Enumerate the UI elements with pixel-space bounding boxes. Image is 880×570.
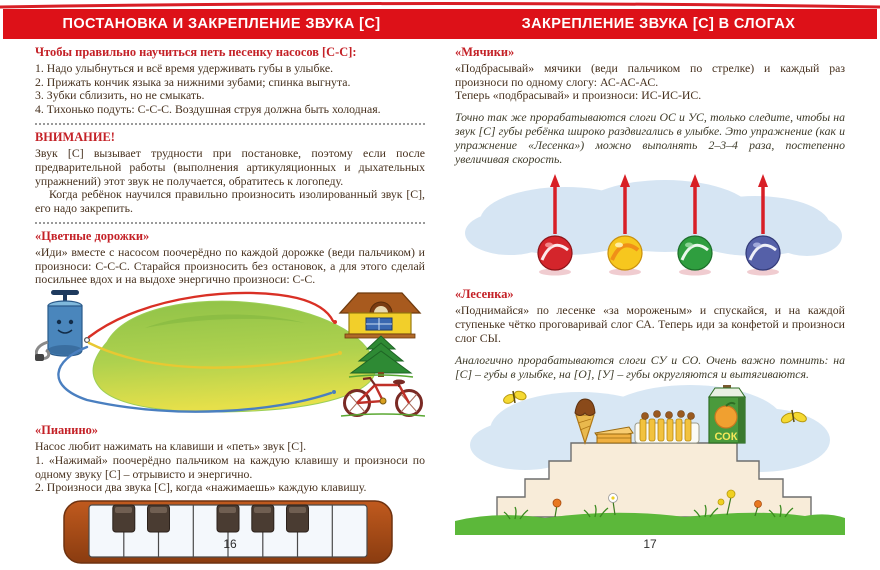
- ladder-illustration: [455, 385, 845, 535]
- cake-icon: [635, 411, 699, 444]
- right-page-title: ЗАКРЕПЛЕНИЕ ЗВУКА [С] В СЛОГАХ: [521, 16, 796, 32]
- ladder-note: Аналогично прорабатываются слоги СУ и СО. Очень важно помнить: на [С] – губы в улыбке, на [О], [У] – губы округляются и вытягиваются.: [455, 352, 845, 381]
- juice-box-icon: [709, 385, 745, 443]
- balls-note: Точно так же прорабатываются слоги ОС и УС, только следите, чтобы на звук [С] губы ребёнка широко раздвигались в улыбке. Это упражнение (как и упражнение «Лесенка») можно выполнять 2–3–4 раза, постепенно увеличивая скорость.: [455, 110, 845, 166]
- piano-step: 1. «Нажимай» поочерёдно пальчиком на каждую клавишу и произноси по одному звуку [С] – отрывисто и энергично.: [35, 452, 425, 481]
- balls-illustration: [455, 171, 845, 281]
- left-page-title: ПОСТАНОВКА И ЗАКРЕПЛЕНИЕ ЗВУКА [С]: [62, 16, 381, 32]
- piano-heading: «Пианино»: [35, 423, 98, 438]
- piano-intro: Насос любит нажимать на клавиши и «петь» звук [С].: [35, 439, 307, 454]
- yellow-ball-icon: [608, 236, 642, 270]
- path-start-dot: [85, 338, 90, 343]
- ladder-body: «Поднимайся» по лесенке «за мороженым» и спускайся, и на каждой ступеньке чётко проговаривай слог СА. Теперь иди за конфетой и произноси слог СЫ.: [455, 303, 845, 345]
- piano-step: 2. Произноси два звука [С], когда «нажимаешь» каждую клавишу.: [35, 480, 367, 495]
- dotted-divider: [35, 123, 425, 125]
- pump-icon: [35, 290, 82, 361]
- page-number-left: 16: [223, 537, 237, 551]
- intro-step: 2. Прижать кончик языка за нижними зубами; спинка выгнута.: [35, 74, 351, 89]
- intro-step: 3. Зубки сблизить, но не смыкать.: [35, 88, 205, 103]
- dotted-divider: [35, 222, 425, 224]
- intro-step: 4. Тихонько подуть: С-С-С. Воздушная струя должна быть холодная.: [35, 102, 381, 117]
- left-page: [35, 45, 425, 566]
- attention-paragraph: Когда ребёнок научился правильно произносить изолированный звук [С], его надо закрепить.: [35, 187, 425, 216]
- balls-line: Теперь «подбрасывай» и произноси: ИС-ИС-ИС.: [455, 88, 702, 103]
- right-page: [455, 45, 845, 535]
- cloud-background: [465, 180, 842, 256]
- ball-shadows: [539, 269, 779, 276]
- juice-box-label: СОК: [714, 431, 738, 444]
- piano-illustration: [63, 500, 393, 566]
- color-paths-illustration: [35, 290, 425, 417]
- intro-step: 1. Надо улыбнуться и всё время удерживать губы в улыбке.: [35, 60, 334, 75]
- color-paths-body: «Иди» вместе с насосом поочерёдно по каждой дорожке (веди пальчиком) и произноси: С-С-С. Старайся произносить без остановок, а для этого сделай посильнее вдох и на выдохе энергично произноси: С-С.: [35, 244, 425, 287]
- attention-paragraph: Звук [С] вызывает трудности при постановке, поэтому если после предварительной работы (выполнения артикуляционных и дыхательных упражнений) этот звук не получается, обратитесь к логопеду.: [35, 145, 425, 188]
- balls-heading: «Мячики»: [455, 45, 515, 59]
- ladder-heading: «Лесенка»: [455, 287, 514, 302]
- balls-line: «Подбрасывай» мячики (веди пальчиком по стрелке) и каждый раз произноси по одному слогу: АС-АС-АС.: [455, 60, 845, 89]
- grass: [455, 513, 845, 535]
- header-bar: [3, 9, 877, 39]
- house-icon: [340, 293, 420, 338]
- green-ball-icon: [678, 236, 712, 270]
- blue-ball-icon: [746, 236, 780, 270]
- attention-heading: ВНИМАНИЕ!: [35, 130, 115, 145]
- color-paths-heading: «Цветные дорожки»: [35, 228, 150, 243]
- intro-heading: Чтобы правильно научиться петь песенку насосов [С-С]:: [35, 45, 357, 59]
- red-ball-icon: [538, 236, 572, 270]
- page-number-right: 17: [643, 537, 657, 551]
